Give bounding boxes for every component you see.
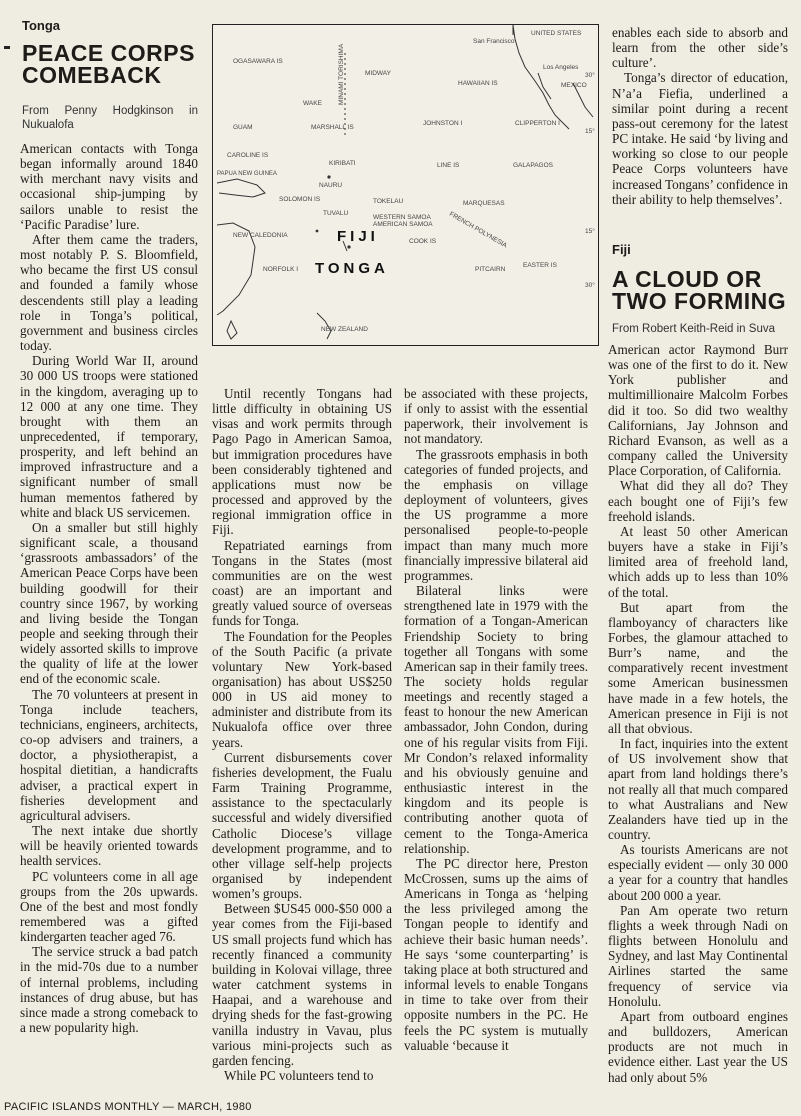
map-label-norfolk: NORFOLK I: [263, 266, 299, 273]
paragraph: PC volunteers come in all age groups from the 20s upwards. One of the best and most fondly remembered was a gifted kindergarten teacher aged 76.: [20, 868, 198, 945]
png-outline: [217, 179, 265, 197]
map-label-caroline: CAROLINE IS: [227, 152, 269, 159]
paragraph: What did they all do? They each bought one of Fiji’s few freehold islands.: [608, 478, 788, 524]
map-label-tokelau: TOKELAU: [373, 198, 404, 205]
map-label-tonga: TONGA: [315, 260, 389, 277]
paragraph: Apart from outboard engines and bulldozers, American products are not much in evidence either. Last year the US had only about 5%: [608, 1008, 788, 1085]
fiji-dot: [316, 230, 319, 233]
paragraph: enables each side to absorb and learn from the other side’s culture’.: [612, 25, 788, 71]
paragraph: Bilateral links were strengthened late in 1979 with the formation of a Tongan-American Friendship Society to bring together all Tongans with some American sap in their family trees. The society holds regular meetings and recently staged a feast to honour the new American ambassador, John Condon, during one of his regular visits from Fiji. Mr Condon’s relaxed informality and his obviously genuine and enthusiastic interest in the kingdom and its people is contributing another quota of cement to the Tonga-America relationship.: [404, 583, 588, 856]
map-label-minami-tori: MINAMI TORISHIMA: [338, 43, 345, 105]
map-label-midway: MIDWAY: [365, 70, 391, 77]
paragraph: The PC director here, Preston McCrossen, sums up the aims of Americans in Tonga as ‘helping the less privileged among the Tongan people to identify and achieve their basic human needs’. He says ‘some counterparting’ is taking place at both structured and informal levels to enable Tongans in time to take over from their opposite numbers in the PC. He feels the PC system is mutually valuable ‘because it: [404, 855, 588, 1053]
map-label-marquesas: MARQUESAS: [463, 200, 505, 207]
paragraph: In fact, inquiries into the extent of US involvement show that apart from land holdings there’s not really all that much compared to what Australians and New Zealanders have tied up in the country.: [608, 736, 788, 842]
map-label-johnston: JOHNSTON I: [423, 120, 463, 127]
map-label-png: PAPUA NEW GUINEA: [217, 171, 277, 177]
map-label-fiji: FIJI: [337, 228, 379, 245]
paragraph: American contacts with Tonga began informally around 1840 with merchant navy visits and occasional ship-jumping by sailors unable to resist the ‘Pacific Paradise’ lure.: [20, 141, 198, 232]
map-label-ogasawara: OGASAWARA IS: [233, 58, 283, 65]
paragraph: During World War II, around 30 000 US troops were stationed in the kingdom, averaging up to 12 000 at any one time. They brought with them an unprecedented, if temporary, prosperity, and left behind an improved infrastructure and a significant number of small human mementos fathered by white and black US servicemen.: [20, 353, 198, 520]
tonga-headline-line1: PEACE CORPS: [22, 40, 195, 66]
fiji-headline: [612, 268, 786, 312]
paragraph: After them came the traders, most notably P. S. Bloomfield, who became the first US consul and founded a family whose descendents still play a leading role in Tonga’s political, government and business circles today.: [20, 231, 198, 354]
pacific-map-svg: [213, 25, 598, 345]
map-label-san-francisco: San Francisco: [473, 38, 515, 45]
map-label-cook: COOK IS: [409, 238, 437, 245]
map-label-hawaiian: HAWAIIAN IS: [458, 80, 498, 87]
tonga-headline: [22, 42, 195, 86]
tonga-byline: [22, 104, 198, 132]
bullet-marker: [4, 46, 10, 49]
paragraph: The Foundation for the Peoples of the South Pacific (a private voluntary New York-based organisation) has about US$250 000 in US aid money to administer and distribute from its Nukualofa office over three years.: [212, 628, 392, 750]
paragraph: Repatriated earnings from Tongans in the States (most communities are on the west coast) are an important and greatly valued source of overseas funds for Tonga.: [212, 537, 392, 629]
paragraph: Between $US45 000-$50 000 a year comes from the Fiji-based US small projects fund which has recently financed a community building in Kolovai village, three water catchment systems in Haapai, and a warehouse and drying sheds for the fast-growing vanilla industry in Vavau, plus various mini-projects such as garden fencing.: [212, 901, 392, 1068]
nauru-dot: [327, 175, 330, 178]
map-label-marshall: MARSHALL IS: [311, 124, 354, 131]
tonga-byline-line2: Nukualofa: [22, 119, 74, 131]
map-label-easter: EASTER IS: [523, 262, 557, 269]
paragraph: As tourists Americans are not especially evident — only 30 000 a year for a country that handles about 200 000 a year.: [608, 842, 788, 903]
fiji-column: [608, 342, 788, 1085]
paragraph: Current disbursements cover fisheries development, the Fualu Farm Training Programme, assistance to the spectacularly successful and widely diversified Catholic Diocese’s village development programme, and to other village self-help projects organised by independent women’s groups.: [212, 749, 392, 902]
tonga-dot: [347, 245, 350, 248]
map-label-lat30n: 30°: [585, 72, 595, 79]
map-label-lat15s: 15°: [585, 228, 595, 235]
section-kicker-tonga: Tonga: [22, 18, 61, 33]
map-label-mexico: MEXICO: [561, 82, 587, 89]
map-label-los-angeles: Los Angeles: [543, 64, 579, 71]
tonga-column-4: [612, 25, 788, 207]
fiji-headline-line2: TWO FORMING: [612, 288, 787, 314]
paragraph: But apart from the flamboyancy of characters like Forbes, the glamour attached to Burr’s name, and the comparatively recent investment some American businessmen have made in a few hotels, the American presence in Fiji is not all that obvious.: [608, 599, 788, 736]
map-label-lat15n: 15°: [585, 128, 595, 135]
map-label-new-zealand: NEW ZEALAND: [321, 326, 368, 333]
map-label-nauru: NAURU: [319, 182, 343, 189]
map-label-united-states: UNITED STATES: [531, 30, 582, 37]
paragraph: The next intake due shortly will be heavily oriented towards health services.: [20, 823, 198, 869]
paragraph: The service struck a bad patch in the mid-70s due to a number of internal problems, including instances of drug abuse, but has since made a strong comeback to a new popularity high.: [20, 944, 198, 1036]
map-label-galapagos: GALAPAGOS: [513, 162, 553, 169]
pacific-map: [212, 24, 599, 346]
paragraph: The grassroots emphasis in both categories of funded projects, and the emphasis on village deployment of volunteers, gives the US programme a more personalised people-to-people impact than many much more financially impressive bilateral aid programmes.: [404, 446, 588, 583]
tonga-headline-line2: COMEBACK: [22, 62, 162, 88]
paragraph: Until recently Tongans had little difficulty in obtaining US visas and work permits through Pago Pago in American Samoa, but immigration procedures have been considerably tightened and applications must now be processed and approved by the regional immigration office in Fiji.: [212, 386, 392, 538]
paragraph: At least 50 other American buyers have a stake in Fiji’s limited area of freehold land, which adds up to less than 10% of the total.: [608, 523, 788, 600]
page-footer: PACIFIC ISLANDS MONTHLY — MARCH, 1980: [4, 1101, 252, 1113]
fiji-byline: From Robert Keith-Reid in Suva: [612, 323, 775, 335]
tonga-column-1: [20, 141, 198, 1035]
map-label-lat30s: 30°: [585, 282, 595, 289]
paragraph: The 70 volunteers at present in Tonga include teachers, technicians, engineers, architects, co-op advisers and trainers, a doctor, a physiotherapist, a hospital dietitian, a handicrafts adviser, a practical expert in fisheries development and agricultural advisers.: [20, 686, 198, 823]
paragraph: Tonga’s director of education, N’a’a Fiefia, underlined a similar point during a recent pass-out ceremony for the latest PC intake. He said ‘by living and working so close to our people Peace Corps volunteers have increased Tongans’ confidence in their ability to help themselves’.: [612, 70, 788, 207]
tonga-column-3: [404, 386, 588, 1053]
map-label-wake: WAKE: [303, 100, 322, 107]
map-label-american-samoa: AMERICAN SAMOA: [373, 221, 433, 228]
tasmania-outline: [227, 321, 237, 339]
map-label-pitcairn: PITCAIRN: [475, 266, 506, 273]
map-label-french-polynesia: FRENCH POLYNESIA: [448, 210, 509, 250]
map-label-new-caledonia: NEW CALEDONIA: [233, 232, 288, 239]
map-label-western-samoa: WESTERN SAMOA: [373, 214, 431, 221]
map-label-guam: GUAM: [233, 124, 253, 131]
us-coastline: [513, 25, 569, 129]
tonga-column-2: [212, 386, 392, 1083]
map-label-clipperton: CLIPPERTON I: [515, 120, 560, 127]
section-kicker-fiji: Fiji: [612, 242, 631, 257]
map-label-tuvalu: TUVALU: [323, 210, 349, 217]
tonga-byline-line1: From Penny Hodgkinson in: [22, 105, 198, 117]
paragraph: Pan Am operate two return flights a week through Nadi on flights between Honolulu and Sydney, and last May Continental Airlines started the same frequency of service via Honolulu.: [608, 902, 788, 1009]
fiji-headline-line1: A CLOUD OR: [612, 266, 762, 292]
map-label-kiribati: KIRIBATI: [329, 160, 356, 167]
paragraph: American actor Raymond Burr was one of the first to do it. New York publisher and multimillionaire Malcolm Forbes did it too. So did two wealthy Californians, Jay Johnson and Richard Evanson, as well as a company called the University Place Corporation, of California.: [608, 342, 788, 479]
paragraph: While PC volunteers tend to: [224, 1068, 374, 1084]
paragraph: On a smaller but still highly significant scale, a thousand ‘grassroots ambassadors’ of the American Peace Corps have been building goodwill for their country since 1967, by working and living beside the Tongan people and seeking through their widely assorted skills to improve the quality of life at the lower end of the economic scale.: [20, 519, 198, 687]
paragraph: be associated with these projects, if only to assist with the essential paperwork, their involvement is not mandatory.: [404, 386, 588, 447]
map-label-line-is: LINE IS: [437, 162, 460, 169]
map-label-solomon: SOLOMON IS: [279, 196, 321, 203]
